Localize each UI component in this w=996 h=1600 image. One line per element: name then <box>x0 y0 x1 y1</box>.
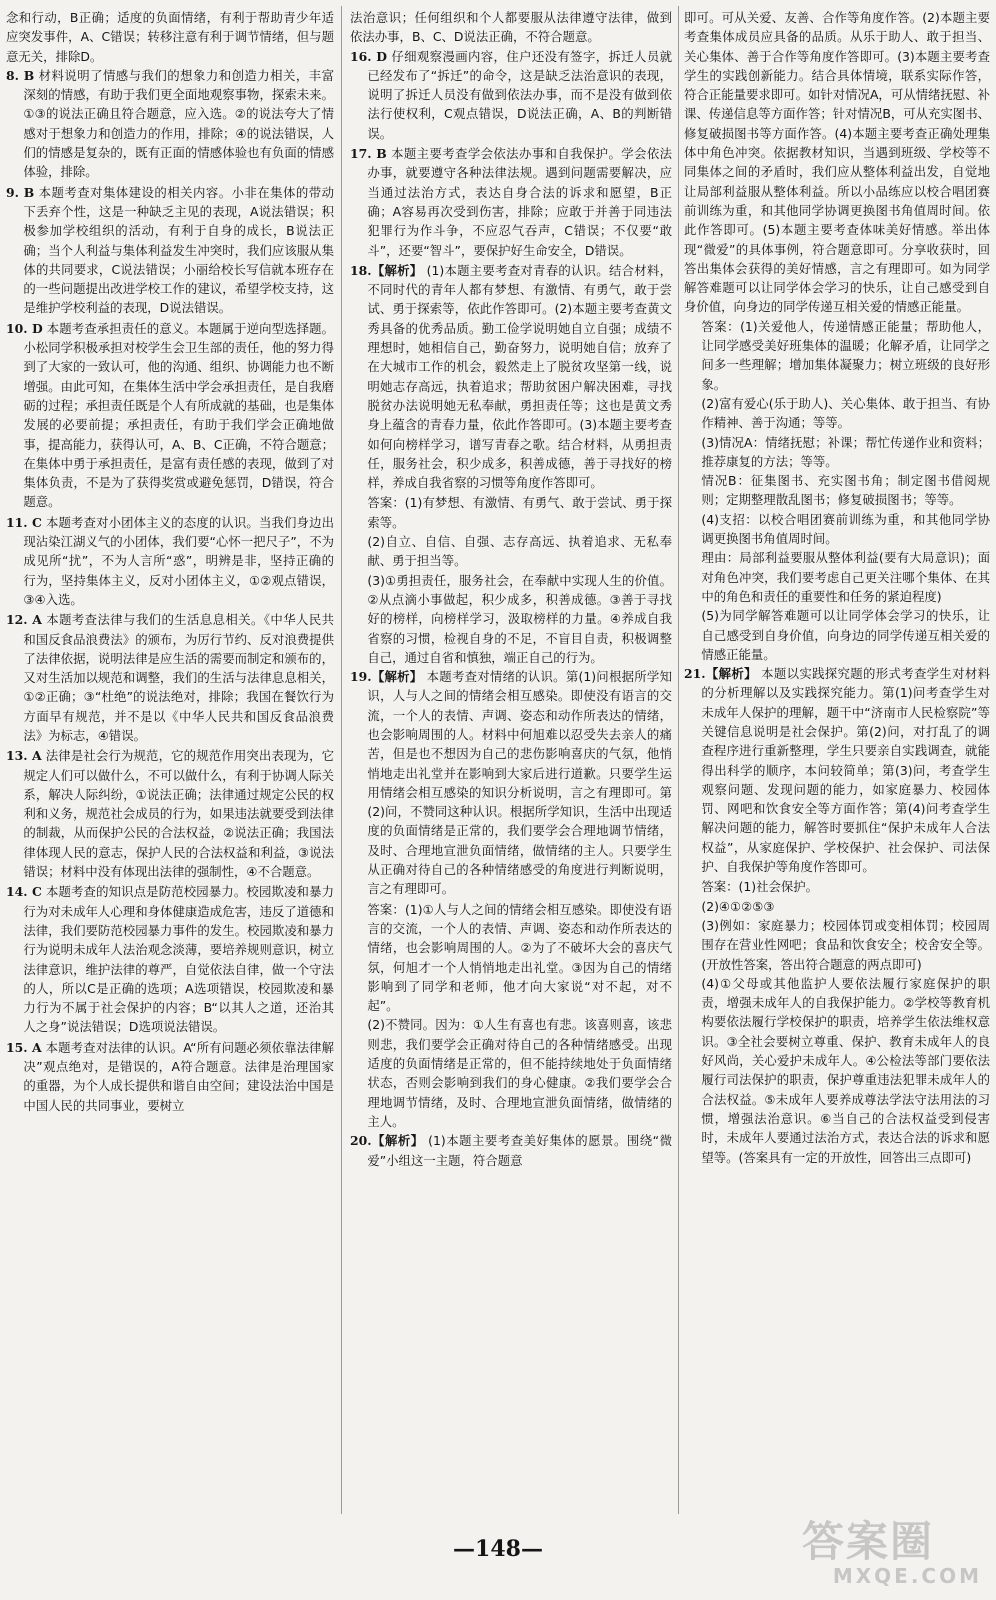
answer-text: 本题考查承担责任的意义。本题属于逆向型选择题。小松同学积极承担对校学生会卫生部的责任，他的努力得到了大家的一致认可，他的沟通、组织、协调能力也不断增强。由此可知，在集体生活中学会承担责任，是自我磨砺的过程；承担责任既是个人有所成就的基础，也是集体发展的必要前提；承担责任，有助于我们学会正确地做事，提高能力，获得认可，A、B、C正确，不符合题意；在集体中勇于承担责任，是富有责任感的表现，做到了对集体负责，不是为了获得奖赏或避免惩罚，D错误，符合题意。 <box>23 320 334 510</box>
answer-text: (1)本题主要考查美好集体的愿景。围绕“微爱”小组这一主题，符合题意 <box>367 1133 672 1168</box>
answer-item <box>684 664 990 876</box>
question-number: 8. B <box>6 67 35 83</box>
watermark-text: 答案圈 <box>802 1517 935 1566</box>
answer-item <box>350 261 672 493</box>
answer-item <box>6 66 334 182</box>
answer-line: (2)不赞同。因为：①人生有喜也有悲。该喜则喜，该悲则悲，我们要学会正确对待自己的各种情绪感受。出现适度的负面情绪是正常的，但不能持续地处于负面情绪状态，否则会影响到我们的身心健康。②我们要学会合理地调节情绪，及时、合理地宣泄负面情绪，做情绪的主人。 <box>367 1017 672 1129</box>
answer-item <box>350 1131 672 1170</box>
answer-line: (5)为同学解答难题可以让同学体会学习的快乐，让自己感受到自身价值，向身边的同学传递互相关爱的情感正能量。 <box>701 608 990 662</box>
question-number: 9. B <box>6 184 35 200</box>
answer-text: 本题考查对情绪的认识。第(1)问根据所学知识，人与人之间的情绪会相互感染。即使没有语言的交流，一个人的表情、声调、姿态和动作所表达的情绪，也会影响周围的人。材料中何旭难以忍受失去亲人的痛苦，但是也不想因为自己的悲伤影响喜庆的气氛，他悄悄地走出礼堂并在影响到大家后进行道歉。只要学生运用情绪会相互感染的知识分析说明，言之有理即可。第(2)问，不赞同这种认识。根据所学知识，生活中出现适度的负面情绪是正常的，我们要学会合理地调节情绪，及时、合理地宣泄负面情绪，做情绪的主人。只要学生从正确对待自己的各种情绪感受的角度进行判断说明，言之有理即可。 <box>367 669 672 897</box>
answer-item <box>6 183 334 318</box>
question-number: 21.【解析】 <box>684 666 757 682</box>
answer-text: 法律是社会行为规范，它的规范作用突出表现为，它规定人们可以做什么，不可以做什么，有利于协调人际关系，解决人际纠纷，①说法正确；法律通过规定公民的权利和义务，规范社会成员的行为，如果违法就要受到法律的制裁，从而保护公民的合法权益，②说法正确；我国法律体现人民的意志，保护人民的合法权益和利益，③说法错误；材料中没有体现出法律的强制性，④不合题意。 <box>23 748 334 880</box>
question-number: 15. A <box>6 1039 42 1055</box>
answer-text: 本题考查对集体建设的相关内容。小非在集体的带动下丢弃个性，这是一种缺乏主见的表现，A说法错误；积极参加学校组织的活动，有利于自身的成长，B说法正确；当个人利益与集体利益发生冲突时，我们应该服从集体的共同要求，C说法错误；小丽给校长写信就本班存在的一些问题提出改进学校工作的建议，希望学校支持，这是维护学校利益的表现，D说法错误。 <box>23 184 334 316</box>
answer-line: (3)例如：家庭暴力；校园体罚或变相体罚；校园周围存在营业性网吧；食品和饮食安全；校舍安全等。(开放性答案，答出符合题意的两点即可) <box>701 917 990 972</box>
answer-line: 答案：(1)关爱他人，传递情感正能量；帮助他人，让同学感受美好班集体的温暖；化解矛盾，让同学之间多一些理解；增加集体凝聚力；树立班级的良好形象。 <box>701 318 990 392</box>
column-left <box>6 8 334 1508</box>
continued-text: 念和行动，B正确；适度的负面情绪，有利于帮助青少年适应突发事件，A、C错误；转移注意有利于调节情绪，但与题意无关，排除D。 <box>6 10 334 64</box>
answer-line: (3)情况A：情绪抚慰；补课；帮忙传递作业和资料；推荐康复的方法；等等。 <box>701 434 990 469</box>
question-number: 12. A <box>6 612 42 628</box>
question-number: 18.【解析】 <box>350 262 423 278</box>
answer-item <box>6 610 334 745</box>
answer-text: (1)本题主要考查对青春的认识。结合材料，不同时代的青年人都有梦想、有激情、有勇气，敢于尝试、勇于探索等，依此作答即可。(2)本题主要考查黄文秀具备的优秀品质。勤工俭学说明她自立自强；成绩不理想时，她相信自己，勤奋努力，说明她自信；放弃了在大城市工作的机会，毅然走上了脱贫攻坚第一线，说明她志存高远，执着追求；帮助贫困户解决困难，寻找脱贫办法说明她无私奉献，勇担责任等；这也是黄文秀身上蕴含的青春力量，依此作答即可。(3)本题主要考查如何向榜样学习，谱写青春之歌。结合材料，从勇担责任，服务社会，积少成多，积善成德，善于寻找好的榜样，养成自我省察的习惯等角度作答即可。 <box>367 262 672 491</box>
question-number: 17. B <box>350 146 387 162</box>
answer-text: 本题考查对法律的认识。A“所有问题必须依靠法律解决”观点绝对，是错误的，A符合题意。法律是治理国家的重器，为个人成长提供和谐自由空间；建设法治中国是中国人民的共同事业，要树立 <box>23 1039 334 1113</box>
continued-text: 即可。可从关爱、友善、合作等角度作答。(2)本题主要考查集体成员应具备的品质。从乐于助人、敢于担当、关心集体、善于合作等角度作答即可。(3)本题主要考查学生的实践创新能力。结合具体情境，联系实际作答，符合正能量要求即可。如针对情况A，可从情绪抚慰、补课、传递信息等方面作答；针对情况B，可从充实图书、修复破损图书等方面作答。(4)本题主要考查正确处理集体中角色冲突。依据教材知识，当遇到班级、学校等不同集体之间的矛盾时，我们应从整体利益出发，自觉地让局部利益服从整体利益。所以小品练应以校合唱团赛前训练为重，和其他同学协调更换图书角值周时间。依此作答即可。(5)本题主要考查体味美好情感。举出体现“微爱”的具体事例，符合题意即可。分享收获时，回答出集体会获得的美好情感，言之有理即可。如为同学解答难题可以让同学体会学习的快乐，让自己感受到自身价值，向身边的同学传递互相关爱的情感正能量。 <box>684 10 990 315</box>
answer-text: 本题考查法律与我们的生活息息相关。《中华人民共和国反食品浪费法》的颁布，为厉行节约、反对浪费提供了法律依据，说明法律是应生活的需要而制定和颁布的，又对生活加以规范和调整，我们的生活与法律息息相关，①②正确；③“杜绝”的说法绝对，排除；我国在餐饮行为方面早有规范，并不是以《中华人民共和国反食品浪费法》为标志，④错误。 <box>23 612 334 743</box>
answer-text: 本题考查对小团体主义的态度的认识。当我们身边出现沾染江湖义气的小团体，我们要“心怀一把尺子”，不为成见所“扰”，不为人言所“惑”，明辨是非，坚持正确的行为，坚持集体主义，反对小团体主义，①②观点错误，③④入选。 <box>23 514 334 607</box>
answer-text: 本题以实践探究题的形式考查学生对材料的分析理解以及实践探究能力。第(1)问考查学生对未成年人保护的理解，题干中“济南市人民检察院”等关键信息说明是社会保护。第(2)问，对打乱了的调查程序进行重新整理，学生只要亲自实践调查，就能得出科学的顺序，本问较简单；第(3)问，考查学生观察问题、发现问题的能力，如家庭暴力、校园体罚、网吧和饮食安全等方面作答；第(4)问考查学生解决问题的能力，解答时要抓住“保护未成年人合法权益”，从家庭保护、学校保护、社会保护、司法保护、自我保护等角度作答即可。 <box>701 666 990 875</box>
answer-text: 本题主要考查学会依法办事和自我保护。学会依法办事，就要遵守各种法律法规。遇到问题需要解决，应当通过法治方式，表达自身合法的诉求和愿望，B正确；A容易再次受到伤害，排除；应敢于并善于同违法犯罪行为作斗争，不应忍气吞声，C错误；不仅要“敢斗”，还要“智斗”，要保护好生命安全，D错误。 <box>367 146 672 258</box>
answer-item <box>6 746 334 881</box>
question-number: 10. D <box>6 320 43 336</box>
answer-line: 答案：(1)①人与人之间的情绪会相互感染。即使没有语言的交流，一个人的表情、声调、姿态和动作所表达的情绪，也会影响周围的人。②为了不破坏大会的喜庆气氛，何旭才一个人悄悄地走出礼堂。③因为自己的情绪影响到了同学和老师，他才向大家说“对不起，对不起”。 <box>367 901 672 1014</box>
answer-item <box>6 319 334 512</box>
question-number: 16. D <box>350 48 387 64</box>
continued-text: 法治意识；任何组织和个人都要服从法律遵守法律，做到依法办事，B、C、D说法正确，不符合题意。 <box>350 10 672 45</box>
answer-line: (3)①勇担责任，服务社会，在奉献中实现人生的价值。②从点滴小事做起，积少成多，积善成德。③善于寻找好的榜样，向榜样学习，汲取榜样的力量。④养成自我省察的习惯，检视自身的不足，不盲目自责，积极调整自己，通过自省和慎独，端正自己的行为。 <box>367 572 672 665</box>
column-divider <box>678 6 679 1514</box>
answer-text: 本题考查的知识点是防范校园暴力。校园欺凌和暴力行为对未成年人心理和身体健康造成危害，违反了道德和法律，我们要防范校园暴力事件的发生。校园欺凌和暴力行为说明未成年人法治观念淡薄，要培养规则意识，树立法律意识，维护法律的尊严，自觉依法自律，做一个守法的人，所以C是正确的选项；A选项错误，校园欺凌和暴力行为不属于社会保护的内容；B“以其人之道，还治其人之身”说法错误；D选项说法错误。 <box>23 884 334 1035</box>
answer-item <box>350 47 672 143</box>
page-number: —148— <box>453 1536 543 1562</box>
answer-line: (2)自立、自信、自强、志存高远、执着追求、无私奉献、勇于担当等。 <box>367 534 672 569</box>
watermark-logo <box>802 1517 982 1590</box>
answer-text: 仔细观察漫画内容，住户还没有签字，拆迁人员就已经发布了“拆迁”的命令，这是缺乏法治意识的表现，说明了拆迁人员没有做到依法办事，而不是没有做到依法行使权利，C观点错误，D说法正确，A、B的判断错误。 <box>367 48 672 141</box>
answer-item <box>350 667 672 899</box>
answer-item <box>350 144 672 260</box>
question-number: 19.【解析】 <box>350 669 423 685</box>
column-middle <box>350 8 672 1508</box>
question-number: 13. A <box>6 748 42 764</box>
answer-line: 答案：(1)社会保护。 <box>701 879 819 895</box>
answer-item <box>6 882 334 1036</box>
answer-line: (4)①父母或其他监护人要依法履行家庭保护的职责，增强未成年人的自我保护能力。②学校等教育机构要依法履行学校保护的职责，培养学生依法维权意识。③全社会要树立尊重、保护、教育未成年人的良好风尚，关心爱护未成年人。④公检法等部门要依法履行司法保护的职责，保护尊重违法犯罪未成年人的合法权益。⑤未成年人要养成尊法学法守法用法的习惯，增强法治意识。⑥当自己的合法权益受到侵害时，未成年人要通过法治方式，表达合法的诉求和愿望等。(答案具有一定的开放性，回答出三点即可) <box>701 975 990 1165</box>
question-number: 11. C <box>6 514 42 530</box>
answer-line: 情况B：征集图书、充实图书角；制定图书借阅规则；定期整理散乱图书；修复破损图书；等等。 <box>701 473 990 508</box>
answer-item <box>6 1038 334 1115</box>
answer-line: (2)富有爱心(乐于助人)、关心集体、敢于担当、有协作精神、善于沟通；等等。 <box>701 395 990 431</box>
question-number: 14. C <box>6 884 42 900</box>
column-right <box>684 8 990 1508</box>
answer-line: 理由：局部利益要服从整体利益(要有大局意识)；面对角色冲突，我们要考虑自己更关注哪个集体、在其中的角色和责任的重要性和任务的紧迫程度) <box>701 550 990 604</box>
watermark-url: MXQE.COM <box>832 1564 982 1588</box>
column-divider <box>341 6 342 1514</box>
answer-item <box>6 513 334 609</box>
question-number: 20.【解析】 <box>350 1133 424 1149</box>
answer-text: 材料说明了情感与我们的想象力和创造力相关，丰富深刻的情感，有助于我们更全面地观察事物，探索未来。①③的说法正确且符合题意，应入选。②的说法夸大了情感对于想象力和创造力的作用，排除；④的说法错误，人们的情感是复杂的，既有正面的情感体验也有负面的情感体验，排除。 <box>23 67 334 180</box>
answer-line: (4)支招：以校合唱团赛前训练为重，和其他同学协调更换图书角值周时间。 <box>701 511 990 547</box>
answer-line: 答案：(1)有梦想、有激情、有勇气、敢于尝试、勇于探索等。 <box>367 495 672 530</box>
answer-line: (2)④①②⑤③ <box>701 898 775 914</box>
